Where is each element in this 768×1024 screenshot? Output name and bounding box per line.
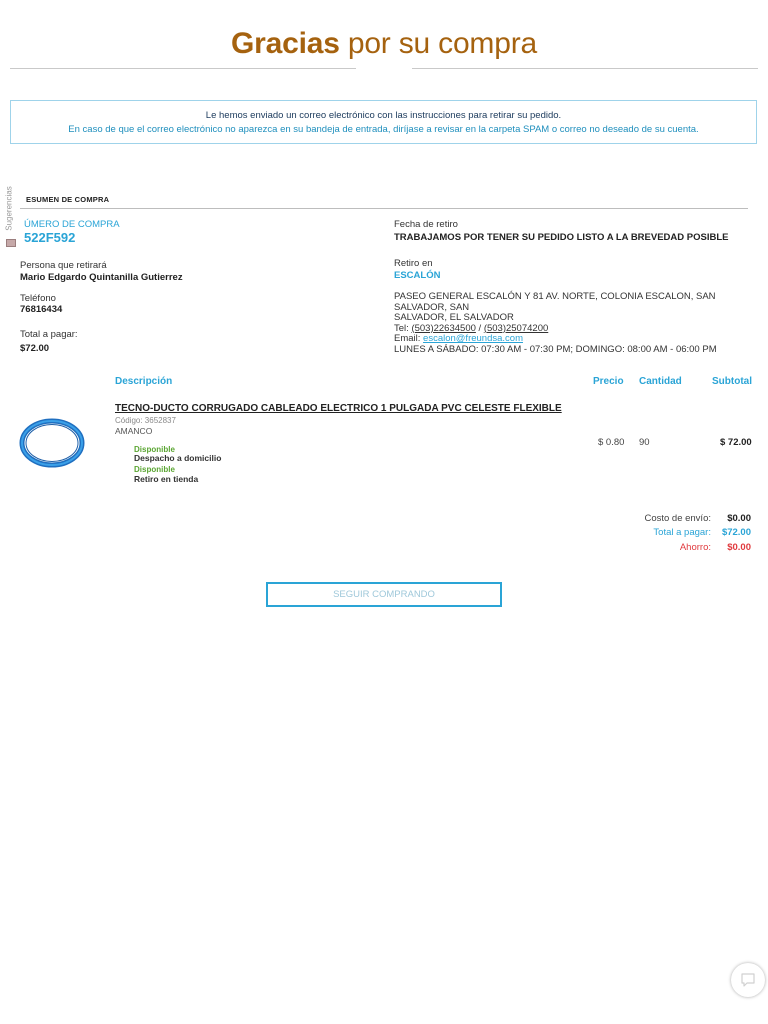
availability-badge: Disponible bbox=[134, 465, 175, 474]
shipping-value: $0.00 bbox=[727, 513, 751, 524]
store-name: ESCALÓN bbox=[394, 270, 441, 281]
item-subtotal: $ 72.00 bbox=[720, 437, 752, 448]
savings-label: Ahorro: bbox=[679, 542, 711, 553]
product-brand: AMANCO bbox=[115, 426, 153, 436]
page-title bbox=[0, 26, 768, 62]
suggestions-label: Sugerencias bbox=[4, 186, 14, 231]
phone: 76816434 bbox=[20, 304, 63, 315]
title-divider-right bbox=[412, 68, 758, 69]
order-number-label: ÚMERO DE COMPRA bbox=[24, 219, 120, 230]
title-bold: Gracias bbox=[231, 27, 340, 60]
product-code: Código: 3652837 bbox=[115, 416, 176, 425]
store-email bbox=[394, 334, 754, 345]
title-divider-left bbox=[10, 68, 356, 69]
store-hours: LUNES A SÁBADO: 07:30 AM - 07:30 PM; DOMINGO: 08:00 AM - 06:00 PM bbox=[394, 343, 717, 355]
email-prefix: Email: bbox=[394, 333, 424, 344]
title-rest: por su compra bbox=[347, 27, 537, 60]
product-name-link[interactable]: TECNO-DUCTO CORRUGADO CABLEADO ELECTRICO 1 PULGADA PVC CELESTE FLEXIBLE bbox=[115, 403, 562, 414]
summary-divider bbox=[20, 208, 748, 209]
feedback-icon bbox=[6, 239, 16, 247]
header-subtotal: Subtotal bbox=[712, 376, 752, 387]
notice-line-2: En caso de que el correo electrónico no aparezca en su bandeja de entrada, diríjase a revisar en la carpeta SPAM o correo no deseado de su cuenta. bbox=[68, 124, 699, 135]
suggestions-tab[interactable] bbox=[3, 184, 17, 248]
email-link[interactable]: escalon@freundsa.com bbox=[423, 333, 523, 344]
pickup-person-label: Persona que retirará bbox=[20, 260, 107, 271]
chat-widget-button[interactable] bbox=[731, 963, 765, 997]
pickup-date-label: Fecha de retiro bbox=[394, 219, 458, 230]
grand-total-value: $72.00 bbox=[721, 527, 751, 538]
savings-value: $0.00 bbox=[727, 542, 751, 553]
header-description: Descripción bbox=[115, 376, 173, 387]
shipping-label: Costo de envío: bbox=[644, 513, 711, 524]
product-image[interactable] bbox=[18, 416, 86, 470]
grand-total-label: Total a pagar: bbox=[653, 527, 711, 538]
store-label: Retiro en bbox=[394, 258, 433, 269]
tel-separator: / bbox=[475, 322, 484, 334]
availability-badge: Disponible bbox=[134, 445, 175, 454]
tel-prefix: Tel: bbox=[394, 322, 412, 334]
delivery-option-home: Despacho a domicilio bbox=[134, 453, 222, 463]
header-price: Precio bbox=[593, 376, 624, 387]
continue-shopping-button[interactable]: SEGUIR COMPRANDO bbox=[266, 582, 502, 607]
total-value: $72.00 bbox=[20, 343, 50, 354]
tel-link-1[interactable]: (503)22634500 bbox=[411, 322, 476, 334]
pickup-person: Mario Edgardo Quintanilla Gutierrez bbox=[20, 272, 183, 283]
item-price: $ 0.80 bbox=[598, 437, 625, 448]
item-quantity: 90 bbox=[639, 437, 650, 448]
delivery-option-store: Retiro en tienda bbox=[134, 474, 199, 484]
store-address bbox=[394, 292, 754, 355]
pickup-date: TRABAJAMOS POR TENER SU PEDIDO LISTO A LA BREVEDAD POSIBLE bbox=[394, 232, 729, 243]
email-notice bbox=[10, 100, 757, 144]
header-quantity: Cantidad bbox=[639, 376, 682, 387]
total-label: Total a pagar: bbox=[20, 329, 78, 340]
address-line-1: PASEO GENERAL ESCALÓN Y 81 AV. NORTE, COLONIA ESCALON, SAN SALVADOR, SAN bbox=[394, 291, 716, 313]
summary-title: ESUMEN DE COMPRA bbox=[26, 195, 110, 204]
address-line-2: SALVADOR, EL SALVADOR bbox=[394, 312, 514, 323]
phone-label: Teléfono bbox=[20, 293, 56, 304]
order-number: 522F592 bbox=[24, 230, 76, 245]
tel-link-2[interactable]: (503)25074200 bbox=[483, 322, 549, 334]
chat-bubble-icon bbox=[731, 963, 765, 997]
notice-line-1: Le hemos enviado un correo electrónico con las instrucciones para retirar su pedido. bbox=[205, 110, 562, 121]
